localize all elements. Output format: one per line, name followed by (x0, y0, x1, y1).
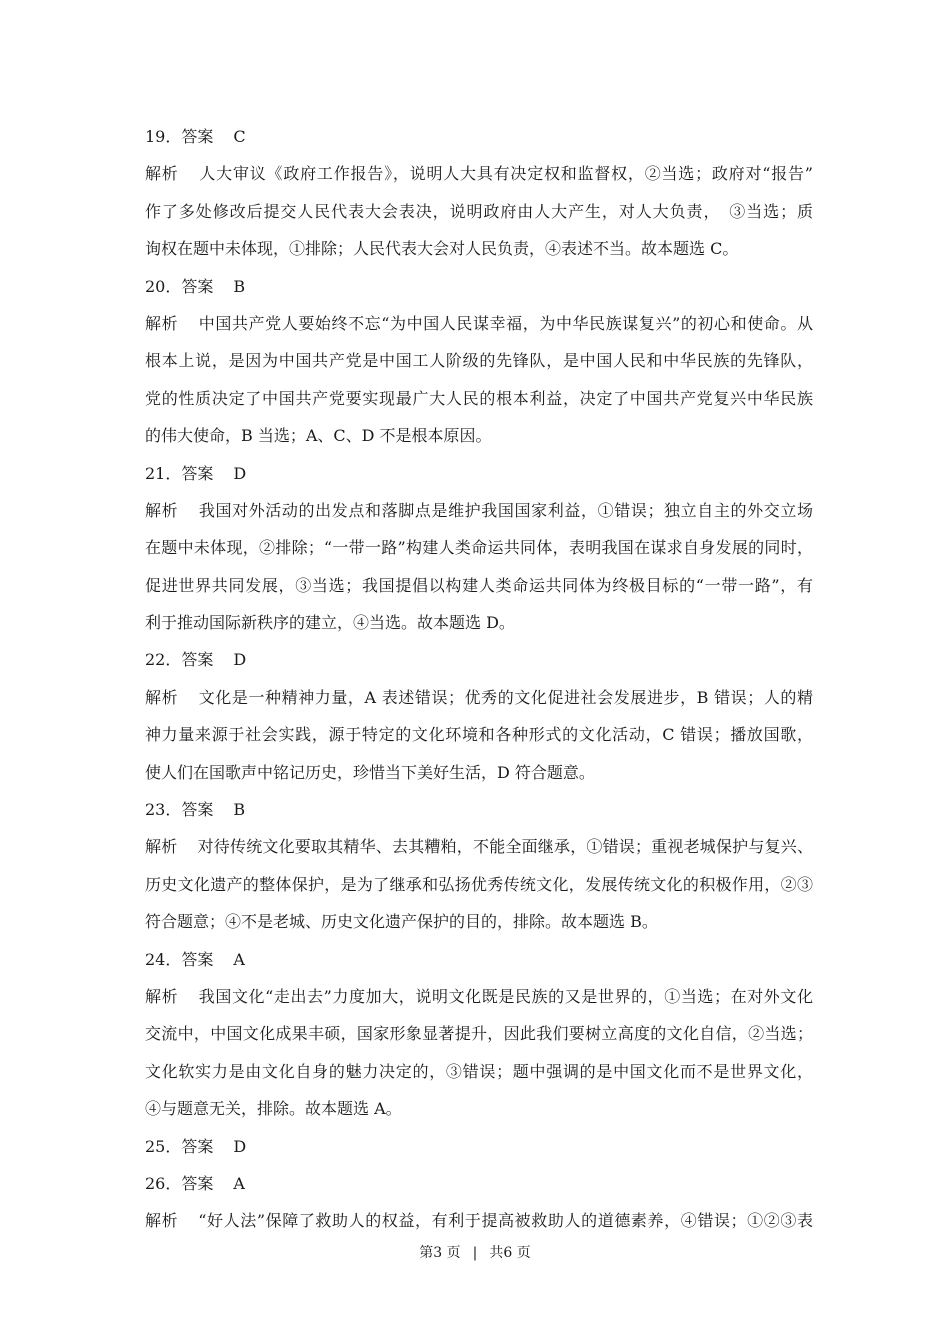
question-20-answer (145, 268, 813, 305)
question-number: 21． (145, 463, 182, 483)
question-number: 22． (145, 650, 182, 670)
answer-value: D (233, 463, 247, 483)
question-number: 24． (145, 949, 182, 969)
analysis-label: 解析 (145, 687, 179, 707)
answer-value: C (233, 127, 246, 146)
question-23-analysis-line: 符合题意；④不是老城、历史文化遗产保护的目的，排除。故本题选 B。 (145, 912, 658, 932)
answer-value: B (233, 800, 246, 820)
footer-separator: | (472, 1245, 478, 1261)
question-21-analysis-line: 解析 我国对外活动的出发点和落脚点是维护我国国家利益，①错误；独立自主的外交立场 (145, 500, 813, 520)
answer-label: 答案 (181, 276, 214, 296)
question-number: 26． (145, 1173, 182, 1193)
question-19-analysis-line: 解析 人大审议《政府工作报告》，说明人大具有决定权和监督权，②当选；政府对“报告” (145, 164, 813, 184)
question-19-answer (145, 118, 813, 155)
question-number: 25． (145, 1136, 182, 1156)
answer-value: A (233, 949, 245, 969)
answer-label: 答案 (181, 949, 214, 969)
answer-value: D (233, 650, 247, 670)
question-24-analysis-line: 交流中，中国文化成果丰硕，国家形象显著提升，因此我们要树立高度的文化自信，②当选； (145, 1024, 813, 1044)
question-20-analysis-line: 根本上说，是因为中国共产党是中国工人阶级的先锋队，是中国人民和中华民族的先锋队， (145, 351, 813, 371)
analysis-label: 解析 (145, 1211, 179, 1231)
analysis-label: 解析 (145, 313, 179, 333)
answer-value: A (233, 1173, 245, 1193)
question-21-analysis-line: 利于推动国际新秩序的建立，④当选。故本题选 D。 (145, 613, 515, 633)
answer-label: 答案 (181, 1173, 214, 1193)
answer-label: 答案 (181, 800, 214, 820)
question-22-analysis-line: 使人们在国歌声中铭记历史，珍惜当下美好生活，D 符合题意。 (145, 762, 595, 782)
document-body (145, 118, 813, 1240)
question-23-answer (145, 791, 813, 828)
question-21-analysis-line: 在题中未体现，②排除；“一带一路”构建人类命运共同体，表明我国在谋求自身发展的同时， (145, 538, 813, 558)
question-19-analysis-line: 作了多处修改后提交人民代表大会表决，说明政府由人大产生，对人大负责， ③当选；质 (145, 201, 813, 221)
question-26-answer (145, 1165, 813, 1202)
question-24-analysis-line: 文化软实力是由文化自身的魅力决定的，③错误；题中强调的是中国文化而不是世界文化， (145, 1061, 813, 1081)
question-19-analysis-line: 询权在题中未体现，①排除；人民代表大会对人民负责，④表述不当。故本题选 C。 (145, 239, 739, 259)
question-number: 19． (145, 127, 182, 146)
page-footer (0, 1242, 950, 1262)
question-22-analysis-line: 神力量来源于社会实践，源于特定的文化环境和各种形式的文化活动，C 错误；播放国歌， (145, 725, 813, 745)
analysis-label: 解析 (145, 837, 178, 857)
question-24-analysis-line: ④与题意无关，排除。故本题选 A。 (145, 1099, 402, 1119)
answer-value: B (233, 276, 246, 296)
question-22-analysis-line: 解析 文化是一种精神力量，A 表述错误；优秀的文化促进社会发展进步，B 错误；人的精 (145, 687, 813, 707)
answer-value: D (233, 1136, 247, 1156)
answer-label: 答案 (181, 127, 214, 146)
question-24-answer (145, 941, 813, 978)
page-total: 共6 页 (489, 1245, 531, 1261)
question-number: 23． (145, 800, 182, 820)
page-number: 第3 页 (419, 1245, 461, 1261)
question-24-analysis-line: 解析 我国文化“走出去”力度加大，说明文化既是民族的又是世界的，①当选；在对外文化 (145, 986, 813, 1006)
question-20-analysis-line: 党的性质决定了中国共产党要实现最广大人民的根本利益，决定了中国共产党复兴中华民族 (145, 388, 813, 408)
question-21-analysis-line: 促进世界共同发展，③当选；我国提倡以构建人类命运共同体为终极目标的“一带一路”，有 (145, 575, 813, 595)
analysis-label: 解析 (145, 500, 179, 520)
question-22-answer (145, 641, 813, 678)
question-23-analysis-line: 历史文化遗产的整体保护，是为了继承和弘扬优秀传统文化，发展传统文化的积极作用，②③ (145, 874, 813, 894)
question-number: 20． (145, 276, 182, 296)
question-20-analysis-line: 解析 中国共产党人要始终不忘“为中国人民谋幸福，为中华民族谋复兴”的初心和使命。从 (145, 313, 813, 333)
question-25-answer (145, 1128, 813, 1165)
analysis-label: 解析 (145, 986, 179, 1006)
question-26-analysis-line: 解析 “好人法”保障了救助人的权益，有利于提高被救助人的道德素养，④错误；①②③表 (145, 1211, 813, 1231)
answer-label: 答案 (181, 650, 214, 670)
analysis-label: 解析 (145, 164, 179, 184)
question-21-answer (145, 455, 813, 492)
answer-label: 答案 (181, 1136, 214, 1156)
question-20-analysis-line: 的伟大使命，B 当选；A、C、D 不是根本原因。 (145, 426, 492, 446)
answer-label: 答案 (181, 463, 214, 483)
question-23-analysis-line: 解析 对待传统文化要取其精华、去其糟粕，不能全面继承，①错误；重视老城保护与复兴、 (145, 837, 813, 857)
